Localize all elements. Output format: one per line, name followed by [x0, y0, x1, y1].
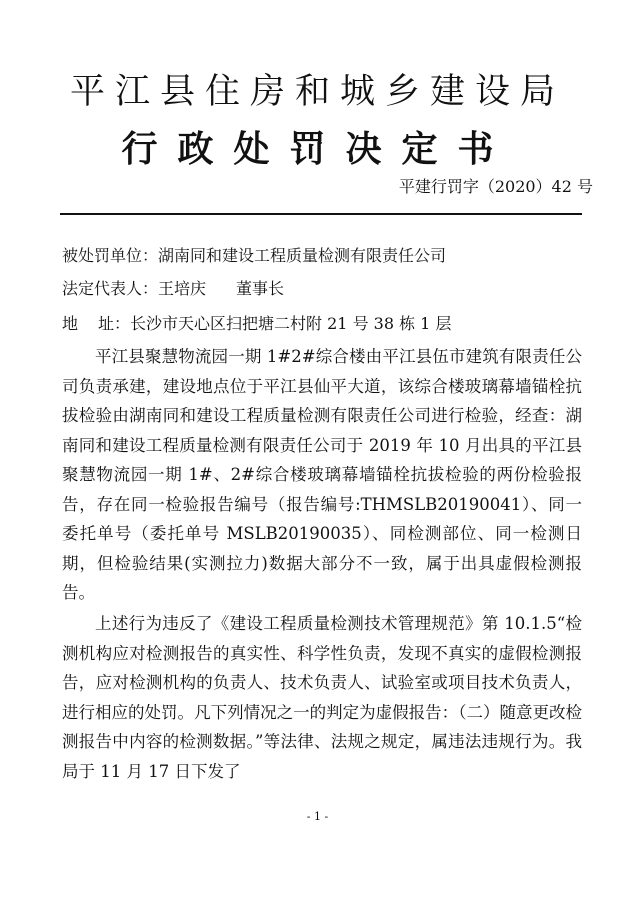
- address-field: [62, 312, 451, 336]
- legal-representative-title: 董事长: [236, 279, 285, 298]
- penalized-party-value: 湖南同和建设工程质量检测有限责任公司: [158, 246, 447, 265]
- document-number: 平建行罚字（2020）42 号: [398, 177, 593, 196]
- address-value: 长沙市天心区扫把塘二村附 21 号 38 栋 1 层: [130, 314, 452, 333]
- address-label-part-2: 址：: [98, 314, 131, 333]
- address-label-part-1: 地: [62, 314, 79, 333]
- legal-representative-name: 王培庆: [158, 279, 207, 298]
- header-divider: [60, 213, 582, 215]
- body-paragraph-1: 平江县聚慧物流园一期 1#2#综合楼由平江县伍市建筑有限责任公司负责承建，建设地点位于平江县仙平大道，该综合楼玻璃幕墙锚栓抗拔检验由湖南同和建设工程质量检测有限责任公司进行检验，经查：湖南同和建设工程质量检测有限责任公司于 2019 年 10 月出具的平江县聚慧物流园一期 1#、2#综合楼玻璃幕墙锚栓抗拔检验的两份检验报告，存在同一检验报告编号（报告编号:THMSLB20190041）、同一委托单号（委托单号 MSLB20190035）、同检测部位、同一检测日期，但检验结果(实测拉力)数据大部分不一致，属于出具虚假检测报告。: [62, 347, 582, 602]
- body-paragraph-2: 上述行为违反了《建设工程质量检测技术管理规范》第 10.1.5“检测机构应对检测报告的真实性、科学性负责，发现不真实的虚假检测报告，应对检测机构的负责人、技术负责人、试验室或项目技术负责人，进行相应的处罚。凡下列情况之一的判定为虚假报告：（二）随意更改检测报告中内容的检测数据。”等法律、法规之规定，属违法违规行为。我局于 11 月 17 日下发了: [62, 614, 582, 781]
- penalized-party-label: 被处罚单位：: [62, 246, 159, 265]
- penalized-party-field: [62, 244, 446, 268]
- legal-representative-label: 法定代表人：: [62, 279, 159, 298]
- page-number: - 1 -: [306, 810, 329, 823]
- issuing-organization: 平江县住房和城乡建设局: [69, 72, 565, 112]
- document-title: 行政处罚决定书: [121, 128, 514, 170]
- legal-representative-field: [62, 277, 284, 301]
